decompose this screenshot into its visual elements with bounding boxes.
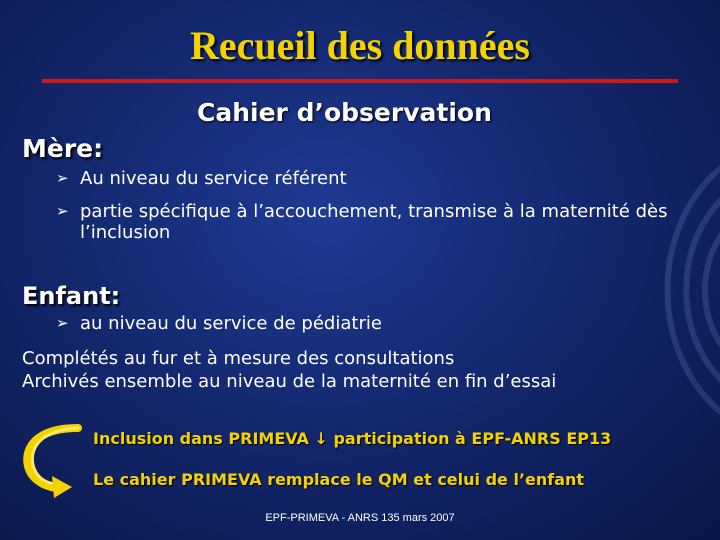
- highlight-line-1-before: Inclusion dans PRIMEVA: [93, 429, 315, 448]
- mother-bullet-2: [56, 201, 706, 243]
- highlight-line-2: Le cahier PRIMEVA remplace le QM et celui de l’enfant: [93, 470, 585, 489]
- down-arrow-icon: ↓: [314, 429, 328, 448]
- slide-footer: EPF-PRIMEVA - ANRS 135 mars 2007: [265, 512, 455, 524]
- arrowhead-bullet-icon: ➢: [56, 169, 69, 187]
- child-bullet-1-text: au niveau du service de pédiatrie: [80, 313, 382, 334]
- child-bullet-1: [56, 313, 382, 334]
- note-line-2: Archivés ensemble au niveau de la maternité en fin d’essai: [22, 371, 557, 392]
- note-line-1: Complétés au fur et à mesure des consultations: [22, 348, 455, 369]
- title-divider: [42, 79, 678, 83]
- child-heading: Enfant:: [22, 282, 121, 310]
- mother-bullet-2-text: partie spécifique à l’accouchement, transmise à la maternité dès l’inclusion: [80, 201, 668, 243]
- mother-heading: Mère:: [22, 134, 104, 163]
- mother-bullet-1-text: Au niveau du service référent: [80, 168, 347, 189]
- arrowhead-bullet-icon: ➢: [56, 314, 69, 332]
- slide-title: Recueil des données: [190, 23, 530, 68]
- slide-subtitle: Cahier d’observation: [197, 98, 492, 127]
- mother-bullet-1: [56, 168, 347, 189]
- highlight-line-1: [93, 429, 611, 448]
- curved-arrow-icon: [16, 420, 88, 498]
- arrowhead-bullet-icon: ➢: [56, 202, 69, 220]
- highlight-line-1-after: participation à EPF-ANRS EP13: [327, 429, 612, 448]
- decorative-swirl: [620, 140, 720, 440]
